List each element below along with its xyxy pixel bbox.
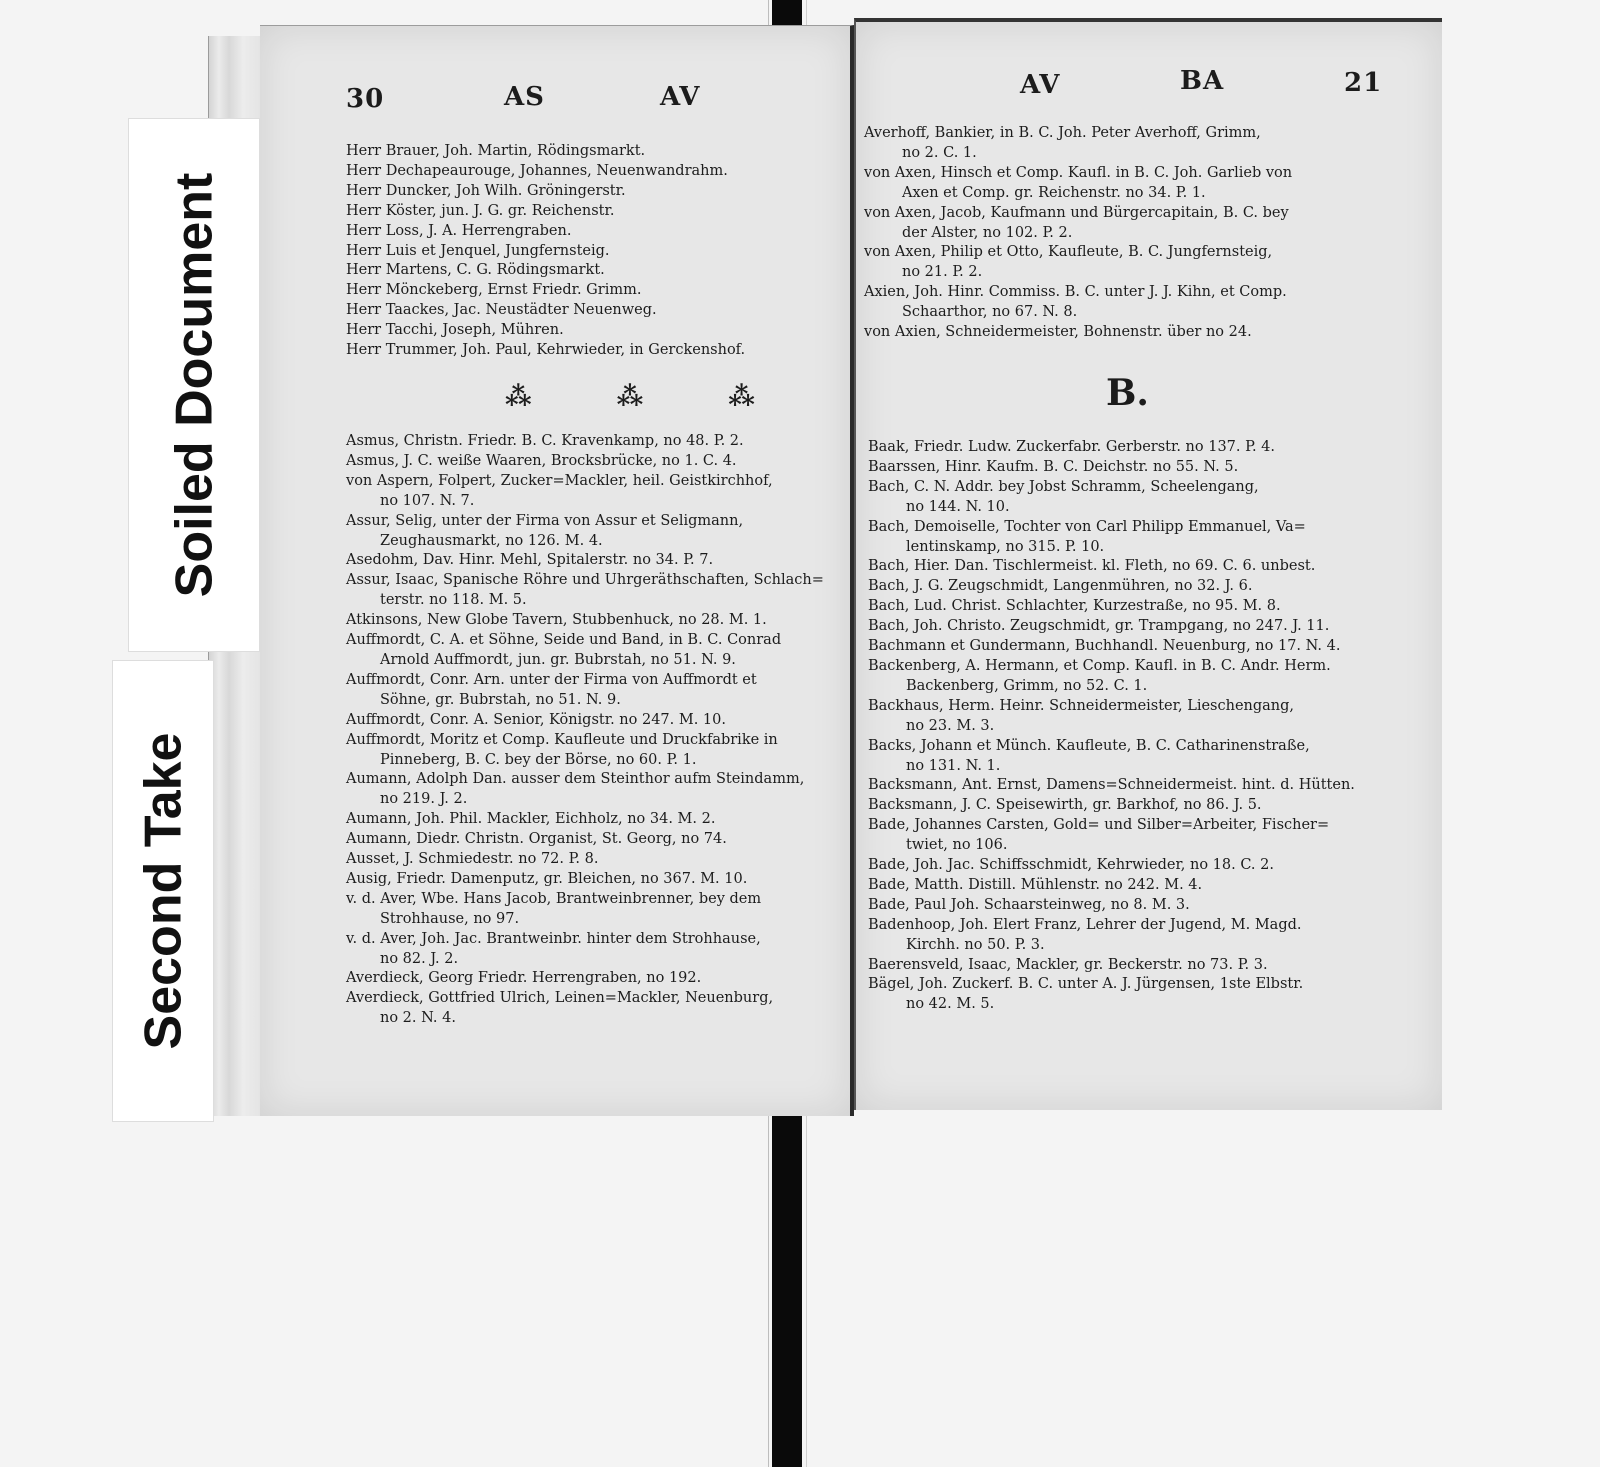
left-page-number: 30 xyxy=(346,84,385,114)
directory-entry: Zeughausmarkt, no 126. M. 4. xyxy=(380,532,603,549)
directory-entry: Schaarthor, no 67. N. 8. xyxy=(902,304,1078,321)
directory-entry: Backhaus, Herm. Heinr. Schneidermeister, Lieschengang, xyxy=(868,697,1295,714)
directory-entry: Assur, Isaac, Spanische Röhre und Uhrgeräthschaften, Schlach= xyxy=(346,572,824,589)
right-running-head-end: BA xyxy=(1180,66,1225,96)
directory-entry: Badenhoop, Joh. Elert Franz, Lehrer der Jugend, M. Magd. xyxy=(868,916,1302,933)
directory-entry: Asedohm, Dav. Hinr. Mehl, Spitalerstr. no 34. P. 7. xyxy=(346,552,714,569)
directory-entry: von Aspern, Folpert, Zucker=Mackler, heil. Geistkirchhof, xyxy=(346,472,773,489)
right-av-list xyxy=(864,124,1292,343)
directory-entry: Bachmann et Gundermann, Buchhandl. Neuenburg, no 17. N. 4. xyxy=(868,638,1341,655)
right-directory-list xyxy=(868,438,1355,1015)
directory-entry: Ausset, J. Schmiedestr. no 72. P. 8. xyxy=(346,851,599,868)
directory-entry: Averdieck, Gottfried Ulrich, Leinen=Mackler, Neuenburg, xyxy=(346,990,774,1007)
section-letter-b: B. xyxy=(1106,372,1149,414)
directory-entry: Bach, C. N. Addr. bey Jobst Schramm, Scheelengang, xyxy=(868,478,1259,495)
directory-entry: Herr Brauer, Joh. Martin, Rödingsmarkt. xyxy=(346,143,646,159)
directory-entry: Axen et Comp. gr. Reichenstr. no 34. P. 1. xyxy=(902,184,1206,201)
directory-entry: Backenberg, Grimm, no 52. C. 1. xyxy=(906,677,1148,694)
directory-entry: Baarssen, Hinr. Kaufm. B. C. Deichstr. no 55. N. 5. xyxy=(868,458,1239,475)
directory-entry: Kirchh. no 50. P. 3. xyxy=(906,936,1045,953)
directory-entry: Asmus, Christn. Friedr. B. C. Kravenkamp, no 48. P. 2. xyxy=(346,433,744,449)
directory-entry: twiet, no 106. xyxy=(906,837,1008,854)
directory-entry: v. d. Aver, Wbe. Hans Jacob, Brantweinbrenner, bey dem xyxy=(346,890,762,907)
directory-entry: Bach, Lud. Christ. Schlachter, Kurzestraße, no 95. M. 8. xyxy=(868,598,1281,615)
right-running-head-start: AV xyxy=(1020,70,1061,100)
directory-entry: Bade, Joh. Jac. Schiffsschmidt, Kehrwieder, no 18. C. 2. xyxy=(868,857,1274,874)
directory-entry: no 21. P. 2. xyxy=(902,264,983,281)
directory-entry: Aumann, Diedr. Christn. Organist, St. Georg, no 74. xyxy=(346,831,727,848)
directory-entry: no 42. M. 5. xyxy=(906,996,995,1013)
directory-entry: Axien, Joh. Hinr. Commiss. B. C. unter J. J. Kihn, et Comp. xyxy=(864,284,1287,301)
directory-entry: no 23. M. 3. xyxy=(906,717,995,734)
right-page-number: 21 xyxy=(1344,68,1383,98)
directory-entry: Herr Taackes, Jac. Neustädter Neuenweg. xyxy=(346,302,657,319)
directory-entry: Aumann, Adolph Dan. ausser dem Steinthor aufm Steindamm, xyxy=(346,771,805,788)
directory-entry: Backsmann, Ant. Ernst, Damens=Schneidermeist. hint. d. Hütten. xyxy=(868,777,1355,794)
directory-entry: Herr Luis et Jenquel, Jungfernsteig. xyxy=(346,242,610,259)
directory-entry: no 131. N. 1. xyxy=(906,757,1001,774)
directory-entry: Pinneberg, B. C. bey der Börse, no 60. P. 1. xyxy=(380,751,697,768)
directory-entry: Aumann, Joh. Phil. Mackler, Eichholz, no 34. M. 2. xyxy=(346,811,716,828)
directory-entry: Backsmann, J. C. Speisewirth, gr. Barkhof, no 86. J. 5. xyxy=(868,797,1262,814)
directory-entry: Söhne, gr. Bubrstah, no 51. N. 9. xyxy=(380,691,621,708)
directory-entry: Atkinsons, New Globe Tavern, Stubbenhuck, no 28. M. 1. xyxy=(346,612,767,629)
directory-entry: no 144. N. 10. xyxy=(906,498,1010,515)
directory-entry: Bach, Demoiselle, Tochter von Carl Philipp Emmanuel, Va= xyxy=(868,518,1306,535)
directory-entry: lentinskamp, no 315. P. 10. xyxy=(906,538,1105,555)
directory-entry: Arnold Auffmordt, jun. gr. Bubrstah, no 51. N. 9. xyxy=(380,651,736,668)
second-take-label-text: Second Take xyxy=(134,732,192,1050)
directory-entry: Bach, J. G. Zeugschmidt, Langenmühren, no 32. J. 6. xyxy=(868,578,1253,595)
directory-entry: no 219. J. 2. xyxy=(380,791,468,808)
directory-entry: Bägel, Joh. Zuckerf. B. C. unter A. J. Jürgensen, 1ste Elbstr. xyxy=(868,976,1304,993)
directory-entry: no 2. N. 4. xyxy=(380,1010,456,1027)
directory-entry: Assur, Selig, unter der Firma von Assur et Seligmann, xyxy=(346,512,744,529)
directory-entry: Baak, Friedr. Ludw. Zuckerfabr. Gerberstr. no 137. P. 4. xyxy=(868,439,1275,455)
soiled-document-label xyxy=(128,118,260,652)
directory-entry: Strohhause, no 97. xyxy=(380,910,520,927)
directory-entry: terstr. no 118. M. 5. xyxy=(380,592,527,609)
directory-entry: Herr Köster, jun. J. G. gr. Reichenstr. xyxy=(346,202,615,219)
directory-entry: Averhoff, Bankier, in B. C. Joh. Peter Averhoff, Grimm, xyxy=(864,125,1261,141)
left-herr-list xyxy=(346,142,745,361)
directory-entry: Auffmordt, Moritz et Comp. Kaufleute und Druckfabrike in xyxy=(346,731,778,748)
directory-entry: Auffmordt, C. A. et Söhne, Seide und Band, in B. C. Conrad xyxy=(346,632,782,649)
directory-entry: von Axien, Schneidermeister, Bohnenstr. über no 24. xyxy=(864,324,1252,341)
directory-entry: Herr Duncker, Joh Wilh. Gröningerstr. xyxy=(346,182,626,199)
directory-entry: Bade, Johannes Carsten, Gold= und Silber=Arbeiter, Fischer= xyxy=(868,817,1330,834)
directory-entry: von Axen, Hinsch et Comp. Kaufl. in B. C. Joh. Garlieb von xyxy=(864,164,1293,181)
directory-entry: Herr Tacchi, Joseph, Mühren. xyxy=(346,322,564,339)
binding-strip-bottom xyxy=(772,1098,802,1467)
directory-entry: Backenberg, A. Hermann, et Comp. Kaufl. in B. C. Andr. Herm. xyxy=(868,657,1331,674)
directory-entry: von Axen, Philip et Otto, Kaufleute, B. C. Jungfernsteig, xyxy=(864,244,1273,261)
directory-entry: Herr Trummer, Joh. Paul, Kehrwieder, in Gerckenshof. xyxy=(346,342,746,359)
directory-entry: no 82. J. 2. xyxy=(380,950,459,967)
directory-entry: Herr Mönckeberg, Ernst Friedr. Grimm. xyxy=(346,282,642,299)
directory-entry: Bach, Joh. Christo. Zeugschmidt, gr. Trampgang, no 247. J. 11. xyxy=(868,618,1330,635)
directory-entry: Ausig, Friedr. Damenputz, gr. Bleichen, no 367. M. 10. xyxy=(346,870,748,887)
directory-entry: Averdieck, Georg Friedr. Herrengraben, no 192. xyxy=(346,970,702,987)
directory-entry: no 2. C. 1. xyxy=(902,144,977,161)
left-running-head-end: AV xyxy=(660,82,701,112)
directory-entry: Bade, Matth. Distill. Mühlenstr. no 242. M. 4. xyxy=(868,876,1203,893)
directory-entry: Auffmordt, Conr. A. Senior, Königstr. no 247. M. 10. xyxy=(346,711,726,728)
directory-entry: Herr Dechapeaurouge, Johannes, Neuenwandrahm. xyxy=(346,162,728,179)
directory-entry: Herr Loss, J. A. Herrengraben. xyxy=(346,222,572,239)
directory-entry: Bade, Paul Joh. Schaarsteinweg, no 8. M. 3. xyxy=(868,896,1190,913)
directory-entry: Asmus, J. C. weiße Waaren, Brocksbrücke, no 1. C. 4. xyxy=(346,452,737,469)
directory-entry: Auffmordt, Conr. Arn. unter der Firma von Auffmordt et xyxy=(346,671,757,688)
directory-entry: Backs, Johann et Münch. Kaufleute, B. C. Catharinenstraße, xyxy=(868,737,1310,754)
directory-entry: v. d. Aver, Joh. Jac. Brantweinbr. hinter dem Strohhause, xyxy=(346,930,761,947)
directory-entry: Herr Martens, C. G. Rödingsmarkt. xyxy=(346,262,605,279)
section-ornament: ⁂ ⁂ ⁂ xyxy=(505,382,793,412)
left-running-head-start: AS xyxy=(504,82,545,112)
directory-entry: Bach, Hier. Dan. Tischlermeist. kl. Fleth, no 69. C. 6. unbest. xyxy=(868,558,1316,575)
directory-entry: der Alster, no 102. P. 2. xyxy=(902,224,1073,241)
soiled-document-label-text: Soiled Document xyxy=(165,172,223,598)
second-take-label xyxy=(112,660,214,1122)
directory-entry: Baerensveld, Isaac, Mackler, gr. Beckerstr. no 73. P. 3. xyxy=(868,956,1268,973)
left-directory-list xyxy=(346,432,824,1029)
directory-entry: no 107. N. 7. xyxy=(380,492,475,509)
directory-entry: von Axen, Jacob, Kaufmann und Bürgercapitain, B. C. bey xyxy=(864,204,1289,221)
